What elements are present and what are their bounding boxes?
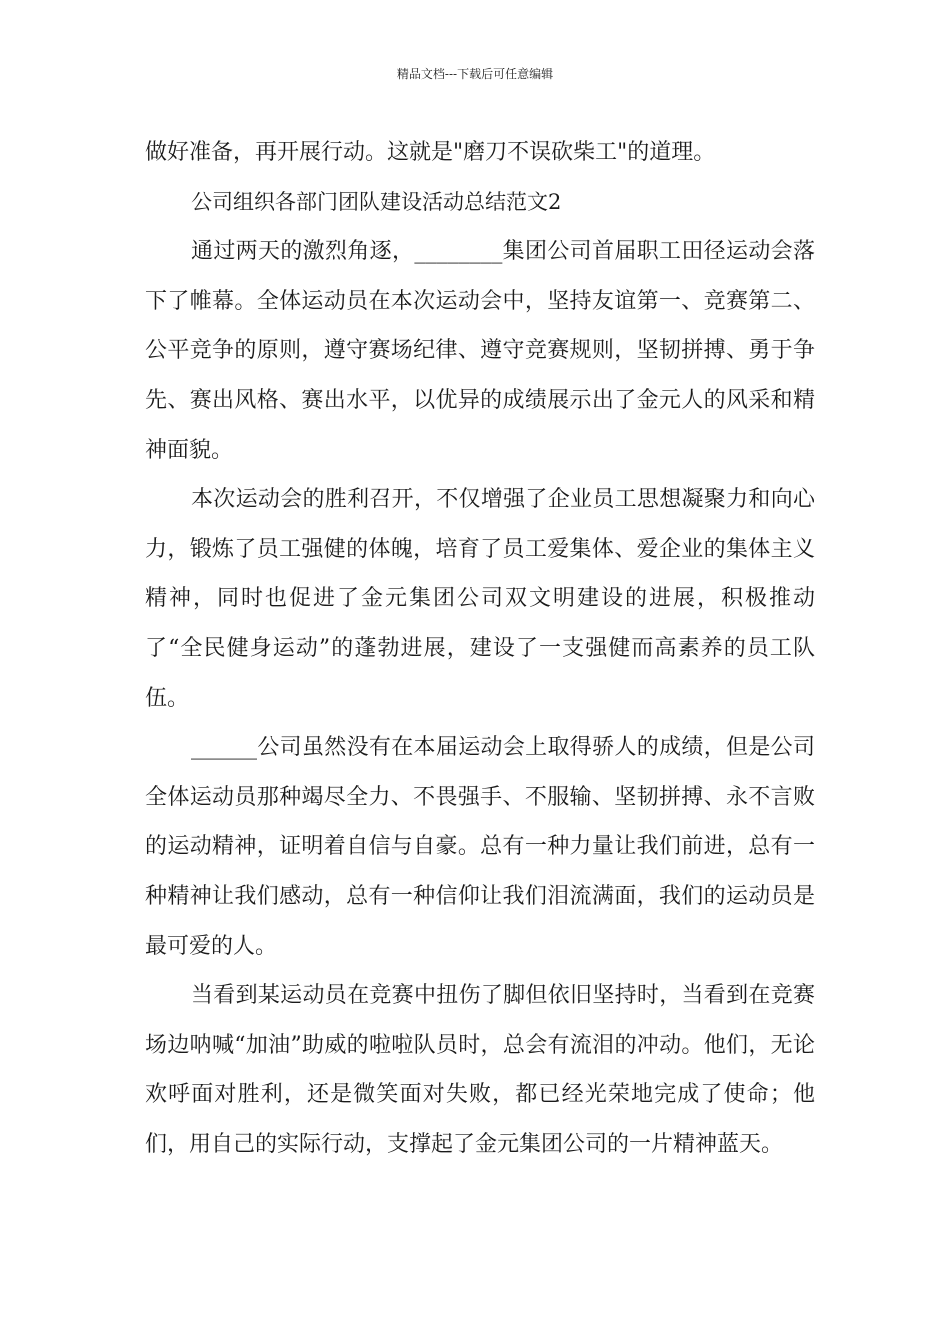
paragraph: 当看到某运动员在竞赛中扭伤了脚但依旧坚持时，当看到在竞赛场边呐喊“加油”助威的啦啦队员时，总会有流泪的冲动。他们，无论欢呼面对胜利，还是微笑面对失败，都已经光荣地完成了使命；他们，用自己的实际行动，支撑起了金元集团公司的一片精神蓝天。: [145, 983, 815, 1157]
paragraph: ______公司虽然没有在本届运动会上取得骄人的成绩，但是公司全体运动员那种竭尽全力、不畏强手、不服输、坚韧拼搏、永不言败的运动精神，证明着自信与自豪。总有一种力量让我们前进，总有一种精神让我们感动，总有一种信仰让我们泪流满面，我们的运动员是最可爱的人。: [145, 735, 815, 959]
paragraph: 本次运动会的胜利召开，不仅增强了企业员工思想凝聚力和向心力，锻炼了员工强健的体魄，培育了员工爱集体、爱企业的集体主义精神，同时也促进了金元集团公司双文明建设的进展，积极推动了“全民健身运动”的蓬勃进展，建设了一支强健而高素养的员工队伍。: [145, 487, 815, 711]
paragraph-continuation: 做好准备，再开展行动。这就是"磨刀不误砍柴工"的道理。: [145, 140, 716, 165]
section-title: 公司组织各部门团队建设活动总结范文2: [191, 189, 562, 214]
page-header: 精品文档---下载后可任意编辑: [396, 67, 554, 81]
paragraph: 通过两天的激烈角逐，________集团公司首届职工田径运动会落下了帷幕。全体运动员在本次运动会中，坚持友谊第一、竞赛第二、公平竞争的原则，遵守赛场纪律、遵守竞赛规则，坚韧拼搏、勇于争先、赛出风格、赛出水平，以优异的成绩展示出了金元人的风采和精神面貌。: [145, 239, 815, 463]
document-body: [145, 128, 815, 1169]
